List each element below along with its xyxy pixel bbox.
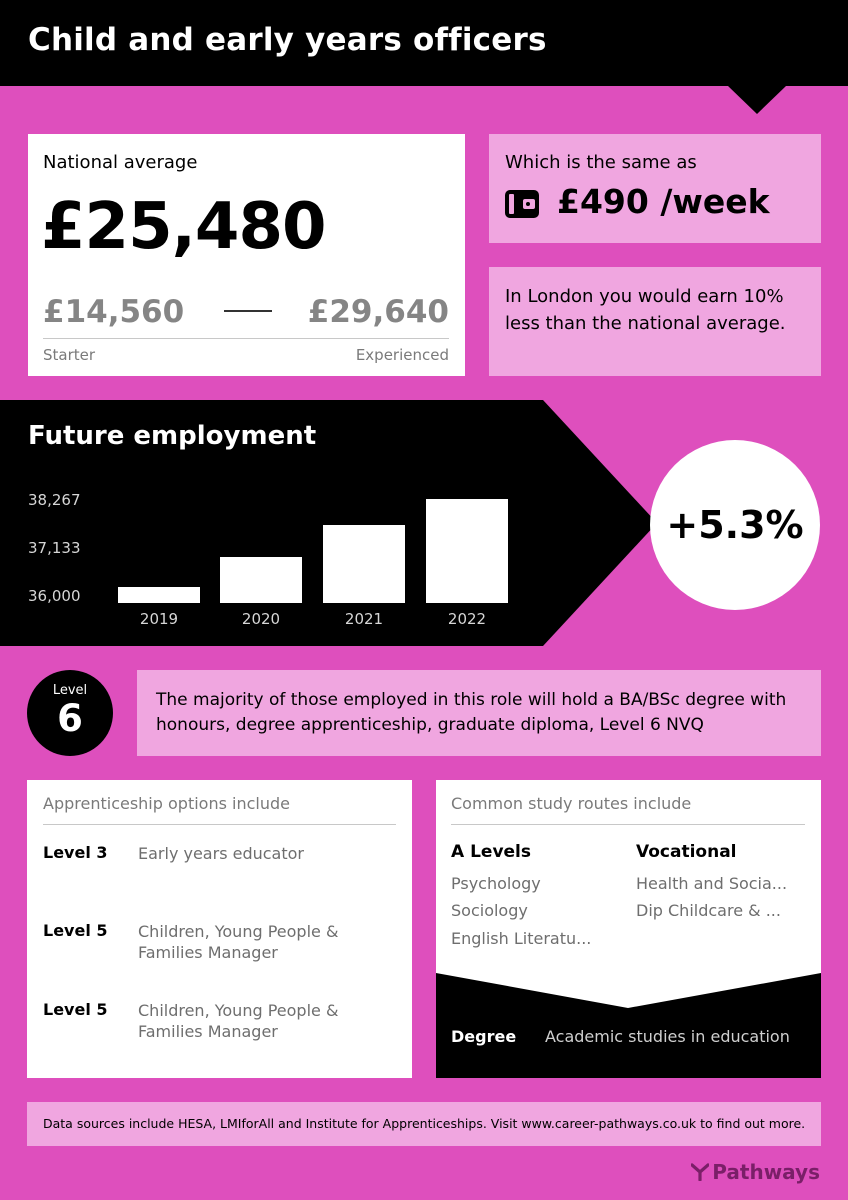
salary-experienced-value: £29,640 [307,294,449,330]
employment-bar-2019 [118,587,200,603]
employment-title: Future employment [28,421,317,451]
range-divider [43,338,449,339]
brand-logo [691,1160,820,1184]
y-tick-label: 37,133 [28,539,81,557]
apprenticeship-divider [43,824,396,825]
apprenticeship-name: Early years educator [138,844,304,863]
employment-bar-2021 [323,525,405,603]
apprenticeship-name: Children, Young People & Families Manager [138,922,339,962]
growth-value: +5.3% [666,503,804,547]
apprenticeship-level: Level 5 [43,921,108,940]
salary-card [28,134,465,376]
x-tick-label: 2020 [241,610,281,628]
x-tick-label: 2019 [139,610,179,628]
apprenticeship-name: Children, Young People & Families Manager [138,1001,339,1041]
a-level-item: Psychology [451,874,541,893]
y-tick-label: 38,267 [28,491,81,509]
apprenticeship-card [27,780,412,1078]
a-level-item: Sociology [451,901,528,920]
data-sources-bar [27,1102,821,1146]
london-card [489,267,821,376]
study-routes-divider [451,824,805,825]
weekly-pay-card [489,134,821,243]
level-number: 6 [57,697,83,740]
level-description-card [137,670,821,756]
wallet-icon [505,190,539,218]
degree-value: Academic studies in education [545,1027,790,1046]
a-level-item: English Literatu... [451,929,592,948]
header-banner [0,0,848,86]
header-notch [728,86,786,114]
vocational-item: Health and Socia... [636,874,788,893]
starter-label: Starter [43,346,96,364]
apprenticeship-heading: Apprenticeship options include [43,794,290,813]
vocational-heading: Vocational [636,842,737,862]
a-levels-heading: A Levels [451,842,531,862]
data-sources-text: Data sources include HESA, LMIforAll and Institute for Apprenticeships. Visit www.career-pathways.co.uk to find out more. [43,1116,806,1131]
apprenticeship-level: Level 5 [43,1000,108,1019]
salary-starter-value: £14,560 [43,294,185,330]
employment-bar-2022 [426,499,508,603]
brand-name: Pathways [712,1160,820,1184]
level-word: Level [52,683,88,698]
national-average-label: National average [43,152,198,173]
growth-badge [650,440,820,610]
apprenticeship-level: Level 3 [43,843,108,862]
employment-bar-2020 [220,557,302,603]
y-tick-label: 36,000 [28,587,81,605]
degree-label: Degree [451,1027,517,1046]
study-routes-heading: Common study routes include [451,794,692,813]
london-text: In London you would earn 10% less than the national average. [505,286,786,334]
weekly-pay-label: Which is the same as [505,152,697,173]
degree-banner [436,973,821,1078]
pathways-logo-icon [691,1163,709,1181]
vocational-item: Dip Childcare & ... [636,901,781,920]
page-title: Child and early years officers [28,22,547,58]
experienced-label: Experienced [355,346,449,364]
weekly-pay-value: £490 /week [557,182,770,221]
national-average-value: £25,480 [41,190,326,264]
level-description: The majority of those employed in this role will hold a BA/BSc degree with honours, degree apprenticeship, graduate diploma, Level 6 NVQ [156,690,787,735]
level-badge [27,670,113,756]
x-tick-label: 2021 [344,610,384,628]
study-routes-card [436,780,821,1078]
range-dash [224,310,272,312]
x-tick-label: 2022 [447,610,487,628]
